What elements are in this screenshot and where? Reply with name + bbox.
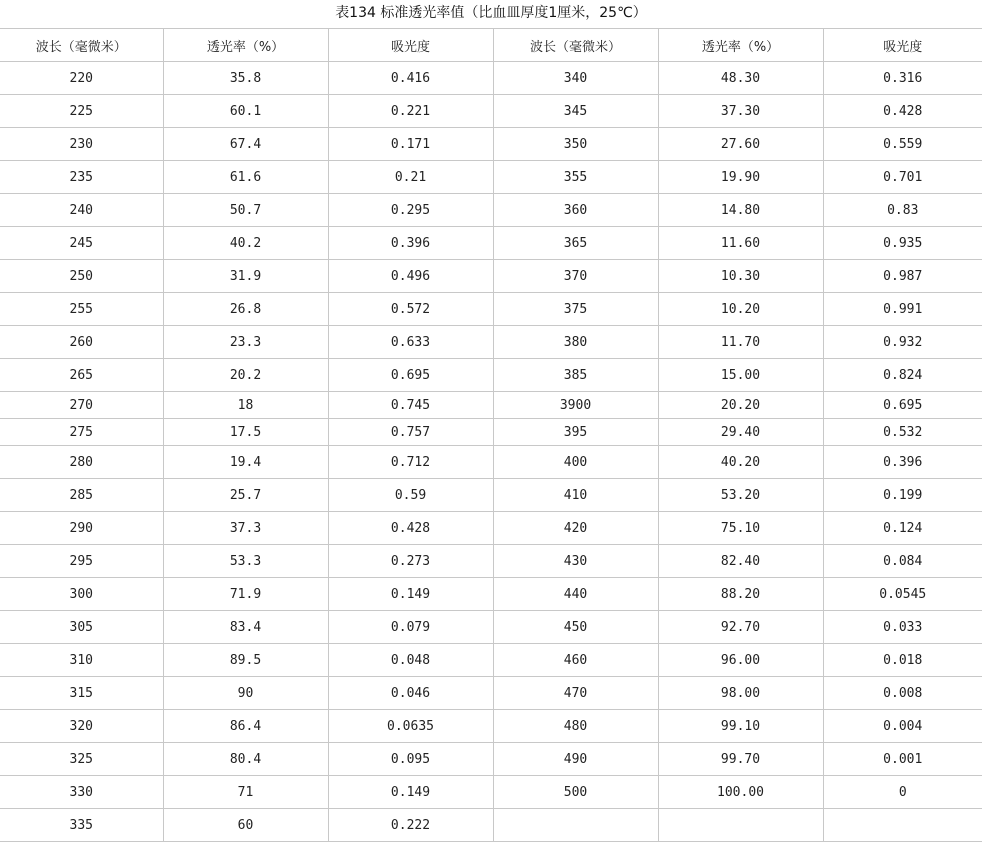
table-cell: 345	[493, 95, 658, 128]
table-row	[0, 677, 982, 710]
table-row	[0, 809, 982, 842]
table-cell: 0.935	[823, 227, 982, 260]
table-row	[0, 545, 982, 578]
table-cell: 290	[0, 512, 163, 545]
table-cell: 0.572	[328, 293, 493, 326]
table-cell: 385	[493, 359, 658, 392]
table-cell: 14.80	[658, 194, 823, 227]
table-cell: 0.001	[823, 743, 982, 776]
table-cell: 71	[163, 776, 328, 809]
table-cell: 460	[493, 644, 658, 677]
table-cell: 96.00	[658, 644, 823, 677]
table-cell: 300	[0, 578, 163, 611]
table-cell: 0.396	[823, 446, 982, 479]
table-row	[0, 710, 982, 743]
table-row	[0, 743, 982, 776]
table-row	[0, 326, 982, 359]
table-cell: 0.396	[328, 227, 493, 260]
table-cell: 265	[0, 359, 163, 392]
table-cell: 75.10	[658, 512, 823, 545]
table-cell: 53.20	[658, 479, 823, 512]
table-cell: 18	[163, 392, 328, 419]
table-cell: 270	[0, 392, 163, 419]
table-cell: 0.496	[328, 260, 493, 293]
table-row	[0, 392, 982, 419]
table-cell: 10.20	[658, 293, 823, 326]
table-cell: 40.20	[658, 446, 823, 479]
table-cell: 0.712	[328, 446, 493, 479]
header-absorbance: 吸光度	[823, 29, 982, 62]
table-cell: 285	[0, 479, 163, 512]
table-cell: 0.171	[328, 128, 493, 161]
table-cell: 375	[493, 293, 658, 326]
table-cell: 0.932	[823, 326, 982, 359]
table-cell: 35.8	[163, 62, 328, 95]
table-cell: 260	[0, 326, 163, 359]
header-transmittance: 透光率（%）	[163, 29, 328, 62]
table-cell: 430	[493, 545, 658, 578]
table-cell: 280	[0, 446, 163, 479]
table-cell: 340	[493, 62, 658, 95]
table-row	[0, 776, 982, 809]
table-row	[0, 95, 982, 128]
table-cell: 350	[493, 128, 658, 161]
table-cell: 295	[0, 545, 163, 578]
table-cell: 400	[493, 446, 658, 479]
table-cell: 99.10	[658, 710, 823, 743]
table-cell: 17.5	[163, 419, 328, 446]
table-row	[0, 227, 982, 260]
table-row	[0, 161, 982, 194]
table-row	[0, 446, 982, 479]
table-cell: 25.7	[163, 479, 328, 512]
table-cell: 0.149	[328, 578, 493, 611]
table-cell: 305	[0, 611, 163, 644]
header-absorbance: 吸光度	[328, 29, 493, 62]
table-cell: 0.273	[328, 545, 493, 578]
table-cell: 0.124	[823, 512, 982, 545]
table-cell: 48.30	[658, 62, 823, 95]
table-cell	[658, 809, 823, 842]
table-cell: 0.004	[823, 710, 982, 743]
table-cell: 20.20	[658, 392, 823, 419]
table-cell: 0.084	[823, 545, 982, 578]
table-row	[0, 359, 982, 392]
table-row	[0, 512, 982, 545]
table-cell: 0.316	[823, 62, 982, 95]
table-cell: 0.701	[823, 161, 982, 194]
table-cell: 3900	[493, 392, 658, 419]
table-cell: 0.046	[328, 677, 493, 710]
table-cell: 500	[493, 776, 658, 809]
table-cell: 0.987	[823, 260, 982, 293]
table-cell: 480	[493, 710, 658, 743]
table-cell: 11.70	[658, 326, 823, 359]
table-row	[0, 644, 982, 677]
table-cell: 0.695	[823, 392, 982, 419]
table-cell: 235	[0, 161, 163, 194]
table-cell: 0.048	[328, 644, 493, 677]
transmittance-table	[0, 28, 982, 842]
table-cell: 225	[0, 95, 163, 128]
table-cell: 230	[0, 128, 163, 161]
table-cell: 0.199	[823, 479, 982, 512]
table-cell: 26.8	[163, 293, 328, 326]
table-cell: 255	[0, 293, 163, 326]
table-cell: 92.70	[658, 611, 823, 644]
table-cell: 0.991	[823, 293, 982, 326]
table-row	[0, 578, 982, 611]
header-wavelength: 波长（毫微米）	[0, 29, 163, 62]
table-cell: 53.3	[163, 545, 328, 578]
table-cell: 0.0635	[328, 710, 493, 743]
table-cell: 0.428	[823, 95, 982, 128]
header-wavelength: 波长（毫微米）	[493, 29, 658, 62]
table-cell: 0	[823, 776, 982, 809]
table-cell: 0.428	[328, 512, 493, 545]
table-cell: 395	[493, 419, 658, 446]
table-cell: 0.018	[823, 644, 982, 677]
table-cell: 0.83	[823, 194, 982, 227]
table-cell: 86.4	[163, 710, 328, 743]
table-cell: 0.633	[328, 326, 493, 359]
table-cell: 310	[0, 644, 163, 677]
table-cell: 31.9	[163, 260, 328, 293]
table-cell: 90	[163, 677, 328, 710]
table-cell: 10.30	[658, 260, 823, 293]
table-cell: 60	[163, 809, 328, 842]
table-cell: 37.30	[658, 95, 823, 128]
table-cell: 89.5	[163, 644, 328, 677]
table-row	[0, 611, 982, 644]
table-cell: 370	[493, 260, 658, 293]
table-cell: 410	[493, 479, 658, 512]
table-row	[0, 260, 982, 293]
table-cell: 0.416	[328, 62, 493, 95]
table-cell: 325	[0, 743, 163, 776]
table-cell: 23.3	[163, 326, 328, 359]
table-cell: 0.695	[328, 359, 493, 392]
table-cell: 360	[493, 194, 658, 227]
table-cell: 0.745	[328, 392, 493, 419]
table-cell: 0.222	[328, 809, 493, 842]
table-cell: 0.21	[328, 161, 493, 194]
table-cell: 19.90	[658, 161, 823, 194]
table-cell: 50.7	[163, 194, 328, 227]
table-cell: 240	[0, 194, 163, 227]
table-cell	[823, 809, 982, 842]
table-cell: 470	[493, 677, 658, 710]
header-transmittance: 透光率（%）	[658, 29, 823, 62]
table-row	[0, 62, 982, 95]
table-cell: 0.149	[328, 776, 493, 809]
table-cell: 15.00	[658, 359, 823, 392]
table-row	[0, 194, 982, 227]
table-cell	[493, 809, 658, 842]
table-cell: 80.4	[163, 743, 328, 776]
table-cell: 0.532	[823, 419, 982, 446]
table-cell: 365	[493, 227, 658, 260]
table-cell: 71.9	[163, 578, 328, 611]
table-cell: 315	[0, 677, 163, 710]
table-cell: 0.824	[823, 359, 982, 392]
table-cell: 20.2	[163, 359, 328, 392]
table-cell: 330	[0, 776, 163, 809]
table-cell: 490	[493, 743, 658, 776]
header-row	[0, 29, 982, 62]
table-cell: 100.00	[658, 776, 823, 809]
table-cell: 11.60	[658, 227, 823, 260]
table-cell: 450	[493, 611, 658, 644]
table-cell: 67.4	[163, 128, 328, 161]
table-cell: 0.221	[328, 95, 493, 128]
table-title: 表134 标准透光率值（比血皿厚度1厘米，25℃）	[335, 5, 647, 21]
table-body	[0, 62, 982, 842]
table-cell: 0.59	[328, 479, 493, 512]
table-cell: 420	[493, 512, 658, 545]
table-cell: 19.4	[163, 446, 328, 479]
table-row	[0, 293, 982, 326]
table-cell: 275	[0, 419, 163, 446]
table-cell: 29.40	[658, 419, 823, 446]
table-cell: 0.559	[823, 128, 982, 161]
table-cell: 83.4	[163, 611, 328, 644]
table-row	[0, 419, 982, 446]
table-cell: 61.6	[163, 161, 328, 194]
table-cell: 335	[0, 809, 163, 842]
table-cell: 40.2	[163, 227, 328, 260]
table-cell: 320	[0, 710, 163, 743]
table-cell: 380	[493, 326, 658, 359]
table-cell: 0.095	[328, 743, 493, 776]
table-cell: 60.1	[163, 95, 328, 128]
table-cell: 220	[0, 62, 163, 95]
table-cell: 98.00	[658, 677, 823, 710]
table-cell: 0.757	[328, 419, 493, 446]
table-cell: 0.008	[823, 677, 982, 710]
table-cell: 250	[0, 260, 163, 293]
table-cell: 37.3	[163, 512, 328, 545]
table-cell: 82.40	[658, 545, 823, 578]
table-cell: 0.033	[823, 611, 982, 644]
table-cell: 0.0545	[823, 578, 982, 611]
table-cell: 355	[493, 161, 658, 194]
table-row	[0, 128, 982, 161]
table-cell: 27.60	[658, 128, 823, 161]
table-cell: 245	[0, 227, 163, 260]
table-cell: 88.20	[658, 578, 823, 611]
table-cell: 0.295	[328, 194, 493, 227]
table-cell: 0.079	[328, 611, 493, 644]
table-cell: 440	[493, 578, 658, 611]
table-row	[0, 479, 982, 512]
table-cell: 99.70	[658, 743, 823, 776]
